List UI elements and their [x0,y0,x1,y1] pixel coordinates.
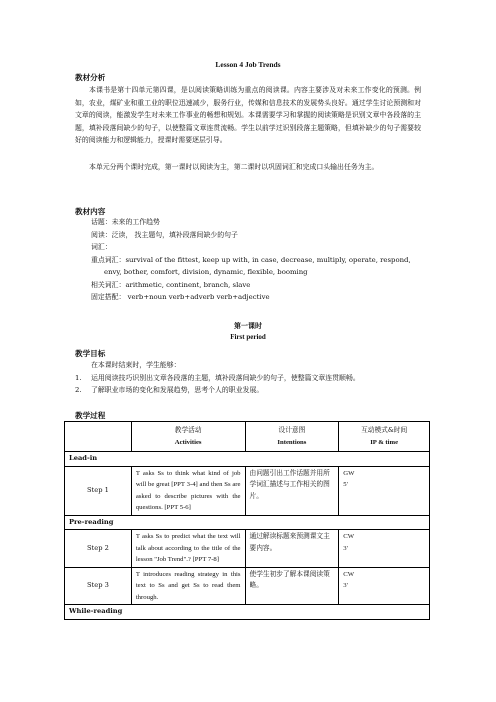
section-row [65,605,430,620]
content-key-words-cont: envy, bother, comfort, division, dynamic, flexible, booming [104,268,308,276]
teaching-process-table [64,421,430,620]
goal-number: 2. [75,386,82,394]
content-reading: 阅读：泛读， 找主题句，填补段落间缺少的句子 [91,231,238,239]
table-header-row [65,422,430,452]
step-mode [339,567,430,605]
section-row [65,452,430,467]
content-topic: 话题：未来的工作趋势 [91,218,160,226]
goals-heading: 教学目标 [75,349,106,358]
content-key-words: 重点词汇：survival of the fittest, keep up with, in case, decrease, multiply, operate, respond, [91,256,411,264]
step-time: 3' [343,544,348,552]
step-label: Step 1 [65,466,132,515]
content-vocab: 词汇： [91,243,112,251]
step-intention: 由问题引出工作话题并用所学词汇描述与工作相关的图片。 [245,466,339,515]
section-prereading: Pre-reading [65,515,430,530]
step-activity: T asks Ss to predict what the text will talk about according to the title of the lesson "Job Trend".? [PPT 7-8] [131,530,245,568]
table-row [65,567,430,605]
goal-text: 运用阅读技巧识别出文章各段落的主题，填补段落间缺少的句子，使整篇文章连贯顺畅。 [91,374,360,382]
goals-intro: 在本课时结束时，学生能够： [91,361,181,369]
step-intention: 通过解读标题来预测课文主要内容。 [245,530,339,568]
step-mode [339,466,430,515]
header-mode-cn: 互动模式&时间 [361,426,408,434]
step-intention: 使学生初步了解本课阅读策略。 [245,567,339,605]
goal-number: 1. [75,374,82,382]
header-intentions-cn: 设计意图 [278,426,306,434]
section-row [65,515,430,530]
step-mode-type: CW [343,570,355,578]
process-heading: 教学过程 [75,411,106,420]
header-activities-en: Activities [174,438,202,446]
step-mode-type: CW [343,533,355,540]
analysis-heading: 教材分析 [75,73,106,82]
header-empty-cell [65,422,132,452]
header-mode-en: IP & time [370,438,399,446]
step-activity: T introduces reading strategy in this text to Ss and get Ss to read them through. [131,567,245,605]
analysis-paragraph-1: 本课书是第十四单元第四课，是以阅读策略训练为重点的阅读课。内容主要涉及对未来工作变化的预测。例如，农业，煤矿业和重工业的职位迅速减少，服务行业，传媒和信息技术的发展势头良好。通过学生讨论预测和对文章的阅读，能激发学生对未来工作事业的畅想和规划。本课需要学习和掌握的阅读策略是识别文章中各段落的主题，填补段落间缺少的句子，以使整篇文章连贯流畅。学生以前学过识别段落主题策略，但填补缺少的句子需要较好的阅读能力和逻辑能力，授课时需要逐层引导。 [75,86,421,144]
step-label: Step 2 [65,530,132,568]
step-mode-type: GW [343,469,355,477]
step-time: 3' [343,582,348,589]
goal-item [75,384,263,397]
step-activity: T asks Ss to think what kind of job will be great [PPT 3-4] and then Ss are asked to describe pictures with the questions. [PPT 5-6] [131,466,245,515]
period-title-en: First period [230,333,266,341]
analysis-paragraph-2: 本单元分两个课时完成，第一课时以阅读为主，第二课时以巩固词汇和完成口头输出任务为主。 [89,163,379,171]
content-collocations: 固定搭配： verb+noun verb+adverb verb+adjective [91,293,270,301]
goal-item [75,372,360,385]
table-row [65,466,430,515]
step-label: Step 3 [65,567,132,605]
section-leadin: Lead-in [65,452,430,467]
header-intentions [245,422,339,452]
header-activities [131,422,245,452]
content-heading: 教材内容 [75,207,106,216]
content-related-words: 相关词汇：arithmetic, continent, branch, slave [91,281,251,289]
step-mode [339,530,430,568]
section-whilereading: While-reading [65,605,430,620]
goal-text: 了解职业市场的变化和发展趋势，思考个人的职业发展。 [91,386,264,394]
table-row [65,530,430,568]
step-time: 5' [343,481,348,488]
header-activities-cn: 教学活动 [174,426,202,434]
header-ip-time [339,422,430,452]
page-title: Lesson 4 Job Trends [215,60,281,69]
header-intentions-en: Intentions [277,438,307,446]
period-title-cn: 第一课时 [234,321,262,330]
